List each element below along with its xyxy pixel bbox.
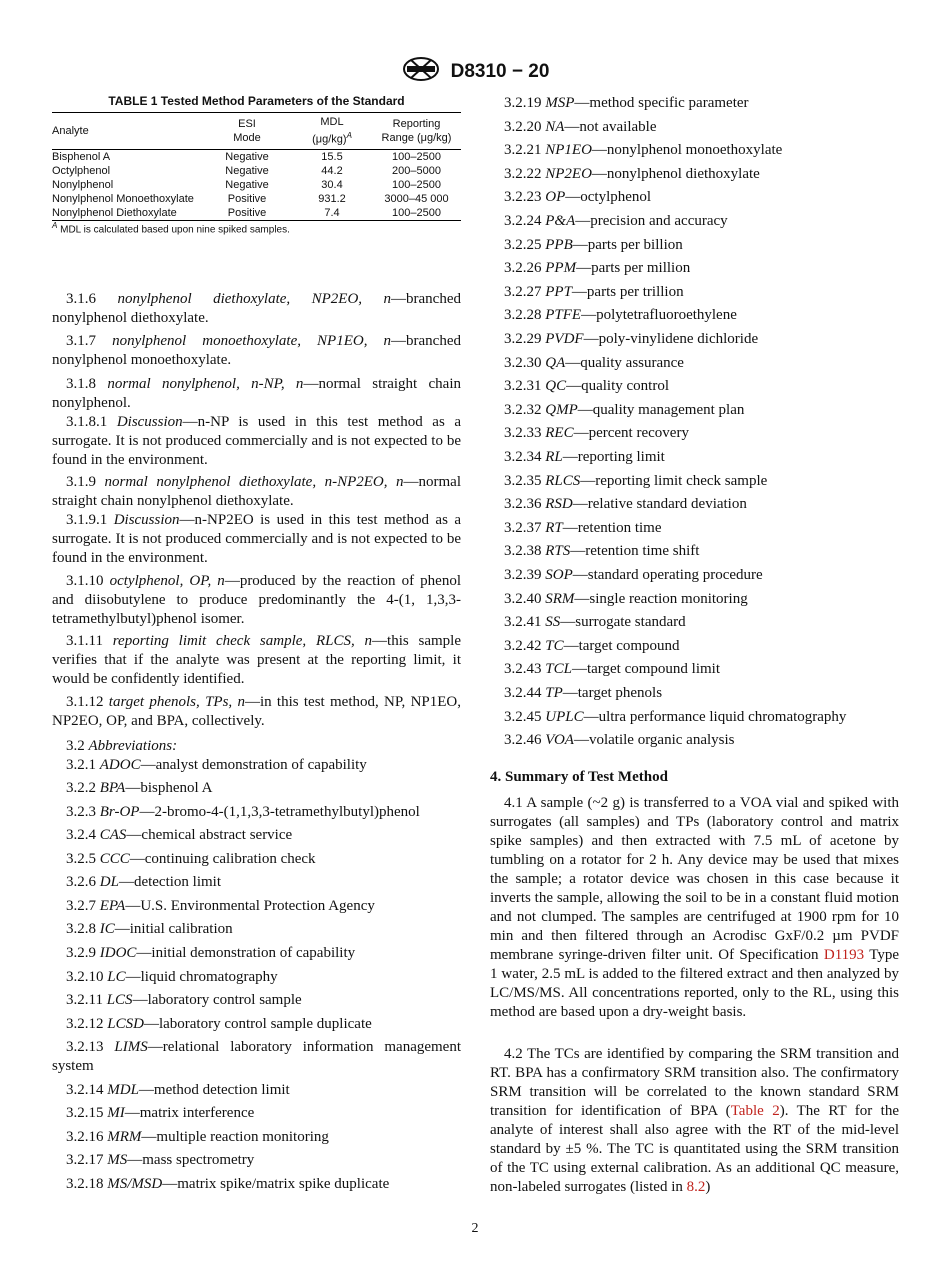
table-row [52,164,461,178]
abbreviation-item [66,826,292,845]
abbreviation-item [504,731,735,750]
section-4-heading: 4. Summary of Test Method [490,769,668,785]
definition-3-1-12: 3.1.12 target phenols, TPs, n—in this test method, NP, NP1EO, NP2EO, OP, and BPA, collectively. [52,694,461,729]
abbreviation-definition: —target compound limit [571,661,720,678]
abbreviation-term: MS/MSD [107,1176,163,1192]
table-cell-esi: Positive [227,192,267,205]
abbreviation-item [504,684,662,703]
abbreviation-term: IC [99,921,115,937]
abbreviation-item [504,236,683,255]
abbreviation-definition: —U.S. Environmental Protection Agency [125,898,375,914]
table-cell-range: 100–2500 [392,178,441,191]
abbreviation-definition: —not available [564,118,657,135]
abbreviation-number: 3.2.21 [504,142,542,159]
abbreviation-number: 3.2.24 [504,213,542,229]
abbreviation-number: 3.2.36 [504,496,542,513]
abbreviation-item [504,259,690,278]
abbreviation-item [66,1151,254,1170]
table-cell-esi: Positive [202,206,292,221]
abbreviation-definition: —2-bromo-4-(1,1,3,3-tetramethylbutyl)phenol [139,804,420,820]
abbreviation-term: LIMS [114,1039,148,1055]
abbreviation-item [504,377,669,396]
abbreviation-item [504,283,684,302]
abbreviation-item [66,756,367,775]
abbreviation-definition: —parts per million [576,260,691,277]
abbreviation-number: 3.2.6 [66,874,96,890]
table-row [52,149,461,164]
abbreviation-number: 3.2.32 [504,401,542,418]
abbreviation-term: LCS [106,992,133,1008]
abbreviation-number: 3.2.10 [66,969,104,985]
abbreviation-definition: —target phenols [562,685,663,701]
abbreviation-definition: —reporting limit [562,449,665,465]
abbreviation-definition: —volatile organic analysis [573,732,735,749]
abbreviation-definition: —detection limit [118,874,222,890]
abbreviation-item [66,779,212,798]
abbreviation-definition: —initial calibration [114,921,233,937]
table-cell-mdl: 30.4 [321,178,343,191]
table-1 [52,112,461,221]
abbreviation-number: 3.2.16 [66,1129,104,1145]
abbreviation-number: 3.2.1 [66,757,96,773]
table-cell-analyte: Nonylphenol Diethoxylate [52,206,202,221]
abbreviation-item [504,401,744,420]
abbreviation-item [504,330,758,349]
table-cell-mdl: 7.4 [292,206,372,221]
definition-3-1-10: 3.1.10 octylphenol, OP, n—produced by the reaction of phenol and diisobutylene to produce predominantly the 4-(1, 1,3,3-tetramethylbutyl)phenol isomer. [52,573,462,627]
abbreviation-item [504,519,662,538]
abbreviation-definition: —polytetrafluoroethylene [581,307,737,324]
abbreviation-term: QMP [545,401,578,418]
abbreviation-term: MSP [545,95,575,111]
abbreviation-number: 3.2.38 [504,543,542,560]
table-footnote: $^A$ MDL is calculated based upon nine spiked samples. [52,221,290,236]
table-row [52,206,461,221]
abbreviation-number: 3.2.18 [66,1176,104,1192]
abbreviation-item [66,803,420,822]
abbreviation-definition: —mass spectrometry [127,1152,255,1168]
definition-3-1-9-1: 3.1.9.1 Discussion—n-NP2EO is used in this test method as a surrogate. It is not produced commercially and is not expected to be found in the environment. [52,512,461,566]
paragraph-4-1: 4.1 A sample (~2 g) is transferred to a VOA vial and spiked with surrogates (all samples) and TPs (laboratory control and matrix spike samples) and then extracted with 7.5 mL of acetone by tumbling on a rotator for 2 h. Any device may be used that mixes the sample; a rotator device was chosen in this case because it inverts the sample, allowing the soil to be in a constant fluid motion and not clumped. The samples are centrifuged at 1900 rpm for 10 min and then filtered through an Acrodisc GxF/0.2 µm PVDF membrane syringe-driven filter unit. Of Specification D1193 Type 1 water, 2.5 mL is added to the filtered extract and then analyzed by LC/MS/MS. All concentrations reported, only to the RL, using this method are based upon a dry-weight basis. [490,795,899,1020]
abbreviation-item [504,660,720,679]
abbreviation-number: 3.2.46 [504,732,542,749]
abbreviation-definition: —nonylphenol diethoxylate [591,165,760,182]
abbreviation-term: REC [545,425,574,442]
abbreviation-definition: —nonylphenol monoethoxylate [591,142,783,159]
page-header [0,56,950,87]
abbreviation-number: 3.2.42 [504,637,542,654]
abbreviation-term: RT [545,519,563,536]
abbreviation-item [66,1128,329,1147]
page-number: 2 [471,1221,479,1236]
table-cell-esi: Negative [225,150,269,163]
abbreviation-item [504,708,846,727]
definition-3-1-8: 3.1.8 normal nonylphenol, n-NP, n—normal straight chain nonylphenol. [52,376,462,411]
link-8-2[interactable]: 8.2 [686,1179,706,1195]
abbreviation-item [504,354,684,373]
abbreviation-number: 3.2.35 [504,472,542,489]
abbreviation-number: 3.2.11 [66,992,103,1008]
definition-3-1-9: 3.1.9 normal nonylphenol diethoxylate, n-NP2EO, n—normal straight chain nonylphenol diethoxylate. [52,474,461,509]
abbreviation-definition: —relational laboratory information management system [52,1039,461,1074]
abbreviation-term: IDOC [99,945,137,961]
col-mdl: MDL $(\mu g/kg)^A$ [292,113,372,150]
table-title: TABLE 1 Tested Method Parameters of the Standard [108,94,405,108]
abbreviation-item [66,897,375,916]
table-cell-mdl: 15.5 [321,150,343,163]
abbreviation-item [66,968,278,987]
col-analyte: Analyte [52,113,202,150]
abbreviation-term: SS [545,614,561,631]
abbreviation-term: PPM [545,260,577,277]
abbreviation-number: 3.2.33 [504,425,542,442]
abbreviation-term: MS [107,1152,128,1168]
table-cell-analyte: Nonylphenol [52,178,114,191]
abbreviation-item [66,920,233,939]
abbreviation-item [66,1104,254,1123]
abbreviation-term: LCSD [107,1016,144,1032]
abbreviation-definition: —parts per trillion [571,283,684,300]
abbreviation-item [504,566,763,585]
abbreviation-number: 3.2.3 [66,804,96,820]
abbreviation-definition: —initial demonstration of capability [136,945,356,961]
abbreviation-item [504,542,699,561]
abbreviation-term: Br-OP [99,804,140,820]
abbreviation-item [66,1015,372,1034]
abbreviation-definition: —standard operating procedure [572,567,763,583]
abbreviation-definition: —method specific parameter [574,95,749,111]
table-cell-esi: Negative [225,178,269,191]
abbreviation-number: 3.2.14 [66,1082,104,1098]
abbreviation-term: NP2EO [545,165,592,182]
table-cell-analyte: Nonylphenol Monoethoxylate [52,192,194,205]
abbreviation-item [66,944,355,963]
abbreviation-item [52,1038,461,1076]
abbreviation-definition: —liquid chromatography [125,969,278,985]
abbreviation-item [504,424,689,443]
abbreviation-number: 3.2.2 [66,780,96,796]
abbreviation-number: 3.2.39 [504,567,542,583]
abbreviation-definition: —matrix spike/matrix spike duplicate [162,1176,390,1192]
table-cell-mdl: 931.2 [318,192,346,205]
abbreviation-number: 3.2.5 [66,851,96,867]
abbreviation-number: 3.2.9 [66,945,96,961]
abbreviation-item [504,613,686,632]
abbreviation-definition: —quality assurance [565,354,684,371]
abbreviation-term: LC [107,969,126,985]
abbreviation-number: 3.2.28 [504,307,542,324]
abbreviation-item [504,495,747,514]
abbreviation-term: TC [545,637,564,654]
abbreviation-term: ADOC [99,757,141,773]
abbreviation-term: NP1EO [545,142,592,159]
abbreviation-item [504,165,760,184]
abbreviation-definition: —chemical abstract service [126,827,293,843]
abbreviation-definition: —retention time shift [570,543,700,560]
abbreviation-definition: —poly-vinylidene dichloride [583,331,759,347]
abbreviation-term: TCL [545,661,572,678]
abbreviation-number: 3.2.7 [66,898,96,914]
table-cell-mdl: 44.2 [321,164,343,177]
abbreviation-item [504,637,680,656]
abbreviation-term: QC [545,378,567,395]
definition-3-1-8-1: 3.1.8.1 Discussion—n-NP is used in this test method as a surrogate. It is not produced commercially and is not expected to be found in the environment. [52,414,462,468]
table-header-row [52,113,461,150]
abbreviation-number: 3.2.8 [66,921,96,937]
abbreviation-term: MDL [107,1082,139,1098]
abbreviation-definition: —method detection limit [138,1082,290,1098]
abbreviation-item [504,472,767,491]
abbreviation-definition: —ultra performance liquid chromatography [583,708,847,725]
abbreviation-number: 3.2.41 [504,614,542,631]
abbreviation-number: 3.2.19 [504,95,542,111]
abbreviation-definition: —precision and accuracy [575,213,728,229]
abbreviation-number: 3.2.22 [504,165,542,182]
abbreviation-term: SOP [545,567,573,583]
abbreviation-term: NA [545,118,565,135]
abbreviation-definition: —percent recovery [573,425,689,442]
abbreviation-item [504,212,728,231]
table-cell-range: 100–2500 [392,150,441,163]
abbreviation-term: EPA [99,898,126,914]
abbreviation-definition: —multiple reaction monitoring [141,1129,329,1145]
abbreviation-number: 3.2.15 [66,1105,104,1121]
abbreviation-definition: —bisphenol A [125,780,213,796]
abbreviation-term: RTS [545,543,571,560]
abbreviation-item [66,991,302,1010]
abbreviation-term: VOA [545,732,574,749]
abbreviation-term: RLCS [545,472,581,489]
abbreviation-term: QA [545,354,566,371]
abbreviation-item [66,1081,290,1100]
abbreviation-definition: —surrogate standard [560,614,686,631]
abbreviation-definition: —retention time [562,519,662,536]
abbreviation-definition: —quality control [566,378,669,395]
link-table-2[interactable]: Table 2 [730,1103,780,1119]
abbreviation-item [504,141,782,160]
abbreviation-definition: —relative standard deviation [572,496,747,513]
abbreviation-number: 3.2.40 [504,590,542,607]
abbreviation-term: P&A [545,213,576,229]
table-cell-analyte: Octylphenol [52,164,111,177]
abbreviation-number: 3.2.29 [504,331,542,347]
abbreviation-definition: —matrix interference [124,1105,255,1121]
abbreviation-term: UPLC [545,708,584,725]
table-row [52,178,461,192]
abbreviation-number: 3.2.31 [504,378,542,395]
paragraph-4-2: 4.2 The TCs are identified by comparing the SRM transition and RT. BPA has a confirmatory SRM transition also. The confirmatory SRM transition will be correlated to the known standard SRM transition for identification of BPA (Table 2). The RT for the analyte of interest shall also agree with the RT of the mid-level standard by ±5 %. The TC is quantitated using the SRM transition of the TC using external calibration. As an additional QC measure, non-labeled surrogates (listed in 8.2) [490,1046,899,1195]
table-cell-range: 3000–45 000 [384,192,449,205]
abbreviation-definition: —laboratory control sample [132,992,302,1008]
abbreviation-item [504,94,749,113]
abbreviation-term: CAS [99,827,127,843]
abbreviation-number: 3.2.4 [66,827,96,843]
abbreviation-item [66,1175,389,1194]
abbreviation-definition: —reporting limit check sample [580,472,768,489]
abbreviation-term: PVDF [545,331,584,347]
abbreviation-definition: —single reaction monitoring [574,590,748,607]
abbreviation-definition: —target compound [563,637,680,654]
abbreviation-item [504,448,665,467]
abbreviation-number: 3.2.23 [504,189,542,206]
link-d1193[interactable]: D1193 [823,947,865,963]
abbreviation-term: CCC [99,851,130,867]
abbreviation-number: 3.2.13 [66,1039,104,1055]
abbreviation-definition: —analyst demonstration of capability [140,757,367,773]
abbreviation-definition: —quality management plan [577,401,745,418]
table-cell-range: 100–2500 [372,206,461,221]
abbreviation-term: OP [545,189,566,206]
abbreviation-number: 3.2.45 [504,708,542,725]
definition-3-1-6: 3.1.6 nonylphenol diethoxylate, NP2EO, n—branched nonylphenol diethoxylate. [52,291,461,326]
table-cell-range: 200–5000 [392,164,441,177]
abbreviation-number: 3.2.37 [504,519,542,536]
abbreviation-term: MI [107,1105,125,1121]
abbreviation-item [504,306,737,325]
abbreviation-definition: —laboratory control sample duplicate [143,1016,372,1032]
abbreviation-term: BPA [99,780,126,796]
table-cell-esi: Negative [225,164,269,177]
col-esi: ESI Mode [202,113,292,150]
abbreviation-term: RSD [545,496,573,513]
abbreviation-term: PPT [545,283,572,300]
abbreviation-term: TP [545,685,563,701]
abbreviation-definition: —parts per billion [572,236,683,253]
abbreviation-definition: —octylphenol [565,189,652,206]
abbreviation-number: 3.2.43 [504,661,542,678]
abbreviation-number: 3.2.25 [504,236,542,253]
abbreviation-number: 3.2.12 [66,1016,104,1032]
abbreviation-item [504,590,748,609]
col-range: Reporting Range (μg/kg) [372,113,461,150]
abbreviation-term: SRM [545,590,575,607]
abbreviations-heading: 3.2 Abbreviations: [66,738,178,754]
abbreviation-item [504,188,651,207]
abbreviation-number: 3.2.30 [504,354,542,371]
abbreviation-number: 3.2.26 [504,260,542,277]
table-row [52,192,461,206]
astm-logo [401,56,441,87]
abbreviation-number: 3.2.44 [504,685,542,701]
table-cell-analyte: Bisphenol A [52,150,111,163]
abbreviation-number: 3.2.27 [504,283,542,300]
abbreviation-term: RL [545,449,563,465]
abbreviation-number: 3.2.20 [504,118,542,135]
abbreviation-number: 3.2.34 [504,449,542,465]
abbreviation-term: DL [99,874,119,890]
abbreviation-item [66,873,221,892]
abbreviation-term: PPB [545,236,573,253]
abbreviation-term: MRM [107,1129,142,1145]
abbreviation-item [66,850,316,869]
definition-3-1-11: 3.1.11 reporting limit check sample, RLCS, n—this sample verifies that if the analyte was present at the reporting limit, it would be confidently identified. [52,633,462,687]
definition-3-1-7: 3.1.7 nonylphenol monoethoxylate, NP1EO, n—branched nonylphenol monoethoxylate. [52,333,461,368]
abbreviation-term: PTFE [545,307,582,324]
abbreviation-item [504,118,656,137]
abbreviation-definition: —continuing calibration check [129,851,316,867]
document-id: D8310 − 20 [450,60,550,82]
abbreviation-number: 3.2.17 [66,1152,104,1168]
